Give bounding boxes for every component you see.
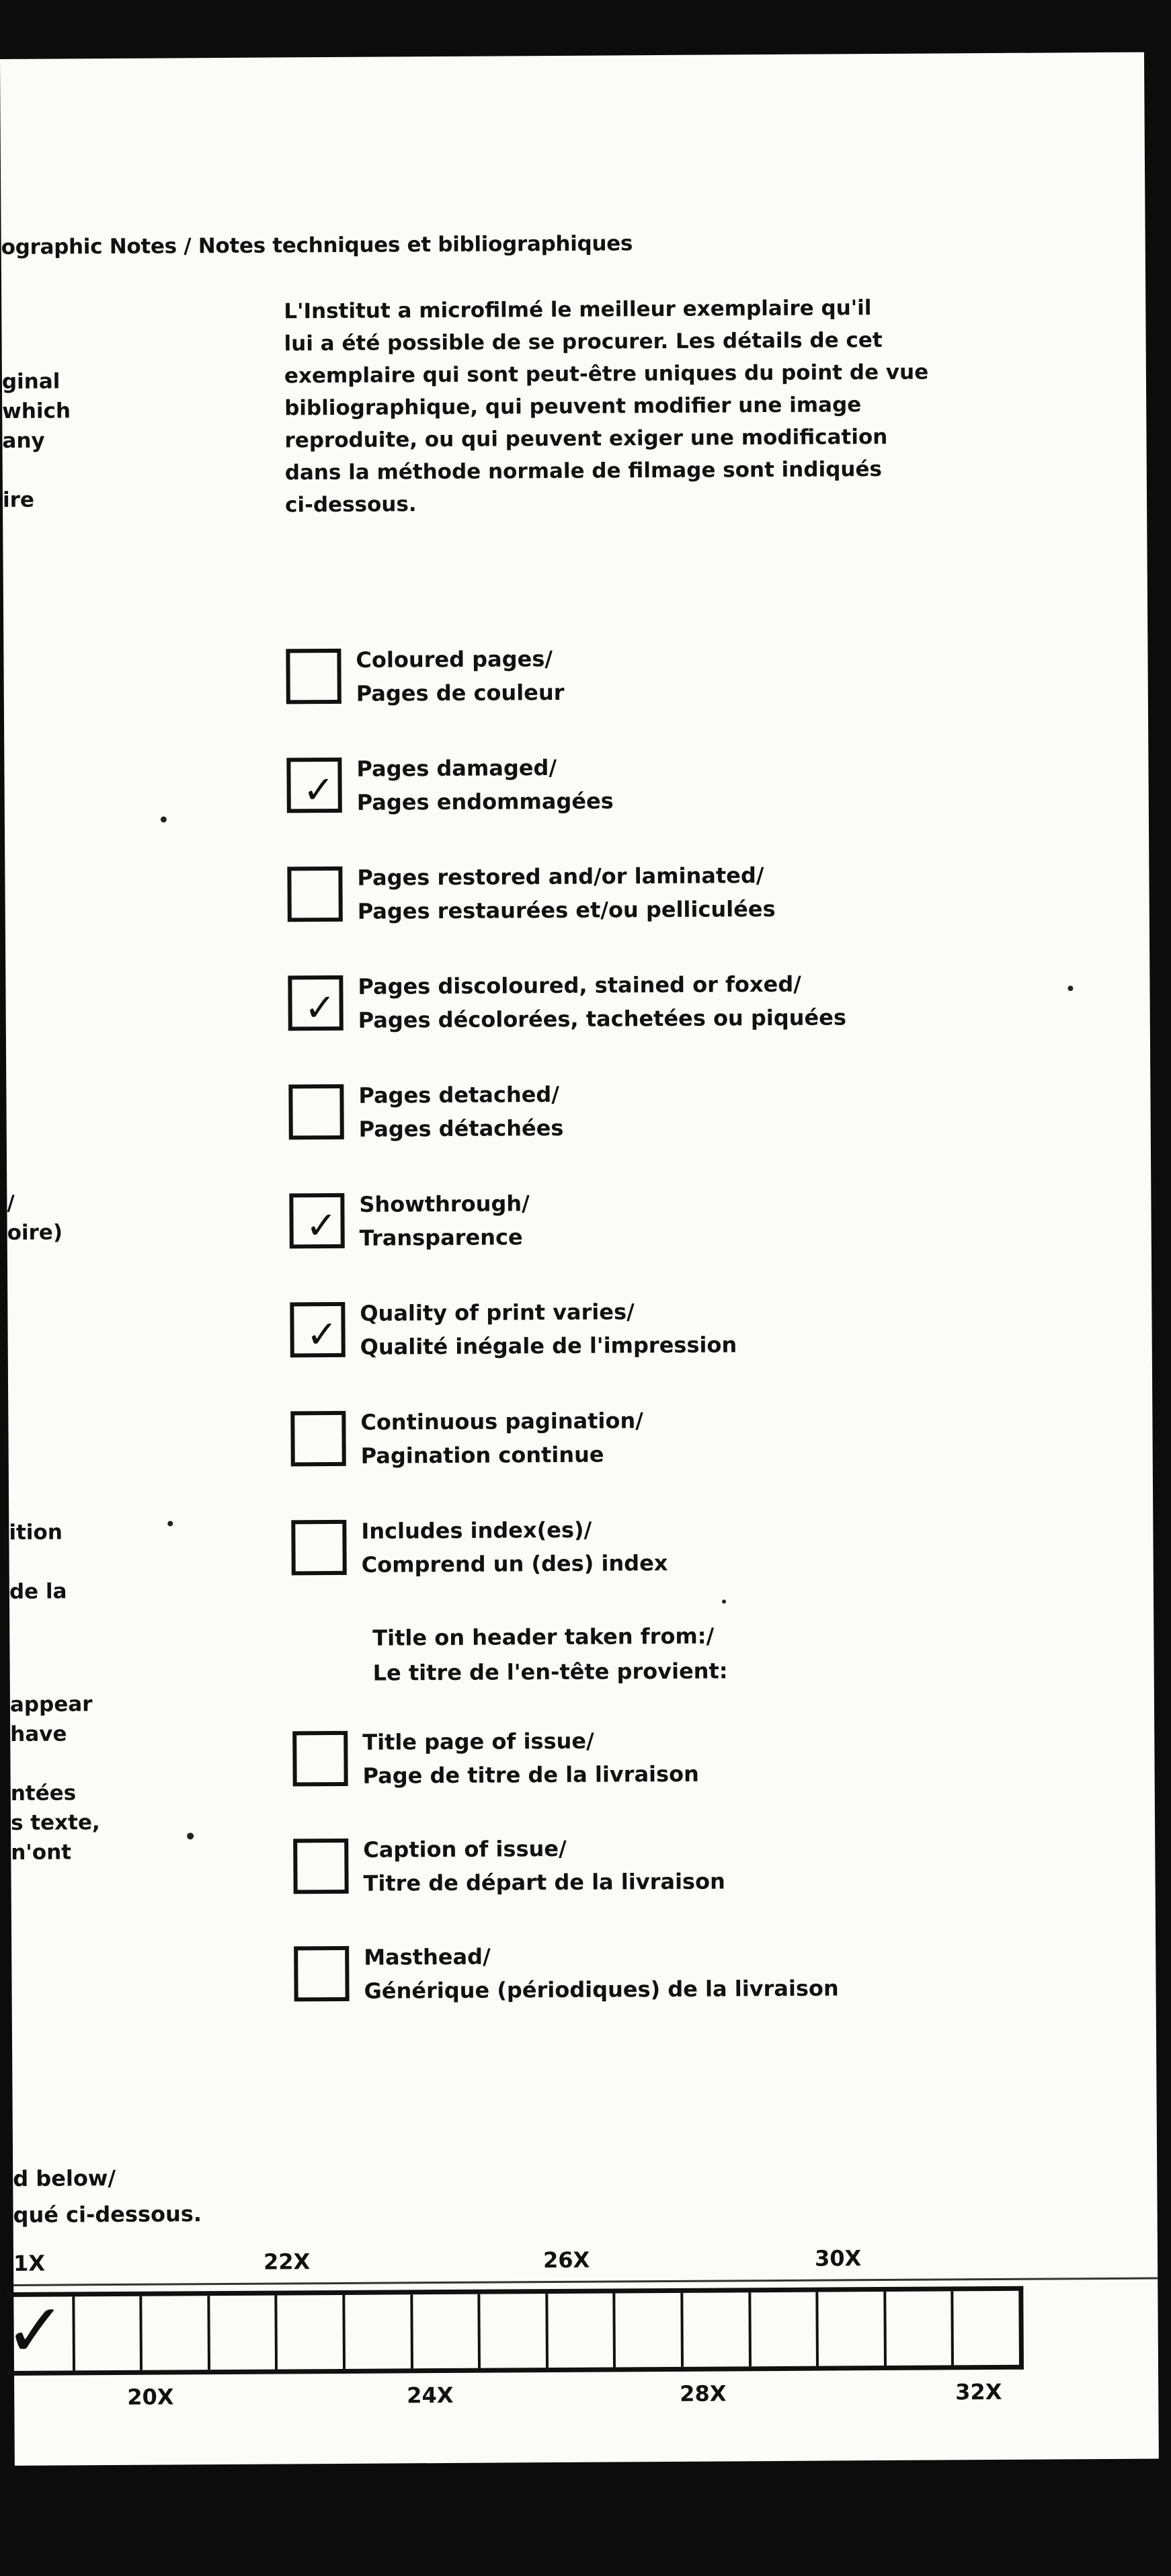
- checkbox[interactable]: [293, 1839, 348, 1894]
- checklist-item: [293, 1835, 725, 1906]
- label-en: Pages restored and/or laminated/: [357, 862, 764, 891]
- dust-speck: [722, 1599, 726, 1603]
- scale-cell: [548, 2293, 616, 2368]
- checkbox[interactable]: [286, 758, 341, 813]
- document-page: [0, 52, 1159, 2466]
- checklist-label: [363, 1830, 725, 1900]
- checkbox[interactable]: [291, 1520, 346, 1575]
- checkbox[interactable]: [292, 1731, 348, 1786]
- checklist-label: [358, 967, 846, 1037]
- check-mark-icon: ✓: [302, 768, 335, 813]
- scale-cell: [818, 2292, 886, 2366]
- scale-label-top: 26X: [542, 2247, 590, 2273]
- left-fragment-line: n'ont: [11, 1840, 72, 1865]
- left-fragment-line: de la: [9, 1579, 67, 1604]
- label-en: Quality of print varies/: [360, 1299, 635, 1326]
- dust-speck: [167, 1521, 173, 1526]
- label-en: Pages detached/: [358, 1081, 560, 1109]
- left-fragment-line: appear: [9, 1692, 93, 1717]
- checklist-label: [360, 1294, 737, 1363]
- label-en: Coloured pages/: [356, 645, 553, 673]
- label-fr: Transparence: [359, 1224, 523, 1251]
- checklist-label: [359, 1186, 530, 1255]
- left-fragment-line: ginal: [1, 369, 60, 394]
- left-fragment-line: [9, 1547, 97, 1577]
- label-fr: Pages détachées: [358, 1115, 564, 1142]
- checklist-label: [356, 750, 614, 819]
- checklist-item: [291, 1517, 668, 1587]
- reduction-ratio-scale: [4, 2286, 1024, 2376]
- dust-speck: [187, 1833, 194, 1839]
- scale-label-top: 30X: [814, 2245, 862, 2271]
- checklist-label: [361, 1513, 668, 1582]
- checklist-label: [357, 858, 775, 928]
- scale-cell: [278, 2295, 346, 2370]
- reduction-note: [13, 2159, 202, 2233]
- left-fragment-line: ition: [9, 1520, 63, 1545]
- label-en: Title page of issue/: [362, 1728, 594, 1755]
- checkbox[interactable]: [288, 1084, 344, 1139]
- scale-label-bottom: 24X: [407, 2382, 454, 2409]
- scale-cell: [345, 2294, 413, 2369]
- checklist-label: [358, 1078, 563, 1146]
- scale-label-bottom: 20X: [127, 2384, 174, 2410]
- checkbox[interactable]: [290, 1302, 345, 1357]
- checklist-item: [288, 1081, 564, 1152]
- checkbox[interactable]: [286, 649, 341, 704]
- left-fragment-line: oire): [7, 1220, 63, 1245]
- left-column-fragment: [10, 1689, 99, 1867]
- divider-line: [13, 2278, 1158, 2286]
- checklist-label: [364, 1937, 839, 2007]
- label-fr: Pages décolorées, tachetées ou piquées: [358, 1004, 847, 1033]
- dust-speck: [161, 817, 167, 823]
- label-en: Continuous pagination/: [360, 1408, 644, 1435]
- left-column-fragment: [2, 366, 90, 515]
- left-fragment-line: [10, 1748, 97, 1779]
- checklist-item: [290, 1408, 644, 1478]
- left-fragment-line: s texte,: [10, 1810, 100, 1835]
- label-fr: Qualité inégale de l'impression: [360, 1332, 737, 1360]
- label-fr: Générique (périodiques) de la livraison: [364, 1975, 839, 2004]
- scale-cell: [143, 2296, 210, 2370]
- label-fr: Pages de couleur: [356, 679, 565, 707]
- label-fr: Pagination continue: [360, 1441, 604, 1469]
- label-fr: Page de titre de la livraison: [362, 1761, 699, 1789]
- checklist-label: [360, 1404, 643, 1473]
- scale-cell: [210, 2296, 278, 2370]
- label-fr: Titre de départ de la livraison: [363, 1868, 725, 1896]
- label-fr: Pages restaurées et/ou pelliculées: [357, 895, 776, 924]
- checkbox[interactable]: [289, 1193, 344, 1248]
- checklist-item: [289, 1191, 530, 1260]
- checklist-label: [362, 1724, 699, 1793]
- scale-cell: [413, 2294, 481, 2369]
- label-fr: Comprend un (des) index: [361, 1549, 668, 1578]
- left-fragment-line: any: [2, 428, 45, 453]
- scale-label-bottom: 32X: [955, 2378, 1002, 2405]
- scale-cell: [480, 2294, 548, 2368]
- label-fr: Pages endommagées: [356, 788, 614, 815]
- checkbox[interactable]: [290, 1411, 346, 1466]
- checkbox[interactable]: [288, 975, 343, 1031]
- label-en: Includes index(es)/: [361, 1517, 592, 1544]
- scale-cell: [4, 2287, 75, 2374]
- left-fragment-line: ire: [2, 487, 35, 512]
- scale-cell: [886, 2291, 954, 2366]
- intro-paragraph: L'Institut a microfilmé le meilleur exemplaire qu'il lui a été possible de se procurer. Les détails de cet exemplaire qui sont peut-être uniques du point de vue bibliographique, qui peuvent modifier une image reproduite, ou qui peuvent exiger une modification dans la méthode normale de filmage sont indiqués ci-dessous.: [284, 296, 929, 518]
- check-mark-icon: ✓: [4, 2287, 67, 2374]
- check-mark-icon: ✓: [306, 1312, 338, 1357]
- header-note: [372, 1618, 728, 1690]
- label-en: Caption of issue/: [363, 1835, 567, 1863]
- scale-cell: [75, 2296, 143, 2371]
- left-fragment-line: have: [10, 1722, 67, 1746]
- checklist-item: [286, 754, 614, 825]
- dust-speck: [1067, 985, 1073, 991]
- checkbox[interactable]: [287, 867, 342, 922]
- label-en: Masthead/: [364, 1943, 491, 1970]
- reduction-note-line: d below/: [13, 2165, 116, 2191]
- scale-label-bottom: 28X: [680, 2380, 727, 2407]
- scale-cell: [683, 2292, 751, 2367]
- scale-cell: [751, 2292, 819, 2367]
- scale-label-top: 22X: [263, 2249, 311, 2275]
- checklist-label: [356, 642, 564, 711]
- header-note-en: Title on header taken from:/: [372, 1623, 715, 1651]
- scale-cell: [954, 2291, 1019, 2366]
- left-fragment-line: [3, 455, 90, 485]
- header-note-fr: Le titre de l'en-tête provient:: [372, 1658, 728, 1686]
- left-fragment-line: which: [2, 399, 71, 424]
- checklist-item: [292, 1728, 699, 1798]
- label-en: Pages discoloured, stained or foxed/: [358, 971, 802, 1000]
- checkbox[interactable]: [294, 1946, 349, 2001]
- left-column-fragment: [9, 1517, 97, 1607]
- label-en: Showthrough/: [359, 1191, 530, 1217]
- reduction-note-line: qué ci-dessous.: [13, 2201, 202, 2228]
- left-column-fragment: [7, 1188, 95, 1248]
- check-mark-icon: ✓: [305, 1203, 337, 1248]
- scale-label-top: 1X: [13, 2250, 46, 2276]
- left-fragment-line: /: [7, 1191, 15, 1215]
- check-mark-icon: ✓: [304, 985, 336, 1031]
- left-fragment-line: ntées: [10, 1781, 77, 1806]
- section-heading: ographic Notes / Notes techniques et bibliographiques: [1, 231, 633, 259]
- label-en: Pages damaged/: [356, 754, 557, 782]
- scale-cell: [616, 2293, 684, 2368]
- checklist-item: [287, 862, 776, 934]
